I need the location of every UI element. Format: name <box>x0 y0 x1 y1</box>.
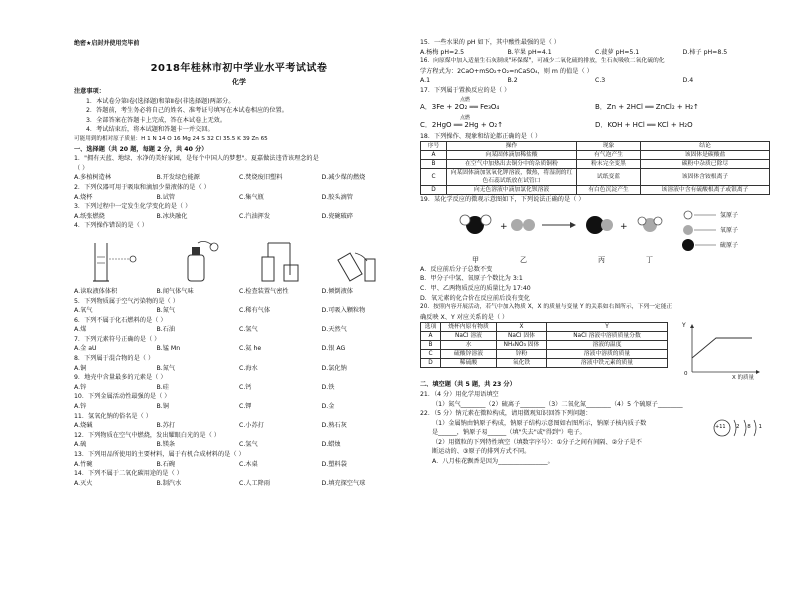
question-3: 3．下列过程中一定发生化学变化的是（ ） <box>74 203 192 211</box>
reaction-micro-diagram <box>420 205 770 255</box>
legend-hydrogen: 氢原子 <box>720 211 739 219</box>
question-3-options <box>74 212 404 222</box>
note-item: 2．答题前，考生务必将自己的姓名、准考证号填写在本试卷相应的位置。 <box>86 107 288 115</box>
option: D.瓷碗破碎 <box>321 212 353 220</box>
section-fill-heading: 二、填空题（共 5 题，共 23 分） <box>420 381 516 389</box>
table-cell: 该固体是碳酸盐 <box>641 151 770 160</box>
option: D.填充探空气球 <box>321 479 366 487</box>
option: A.杨梅 pH=2.5 <box>420 48 465 56</box>
question-20-table <box>420 322 668 368</box>
option: D.4 <box>682 77 694 85</box>
molecule-labels <box>420 255 770 265</box>
question-22: 22．（5 分）钠元素在微粒构成，请用微观知识回答下列问题： <box>420 410 592 418</box>
option: D.银 AG <box>321 345 346 353</box>
cylinder-reading-figure <box>85 237 145 285</box>
option: D.熟石灰 <box>321 422 347 430</box>
smell-gas-figure <box>168 237 228 285</box>
table-cell: 锌粉 <box>497 350 547 359</box>
table-cell: 溶液的温度 <box>547 341 668 350</box>
option: D.氯化钠 <box>321 364 347 372</box>
condition-label: 点燃 <box>460 114 471 121</box>
table-cell: 硫酸锌溶液 <box>441 350 497 359</box>
option: B.闻气体气味 <box>156 287 194 295</box>
question-9-options <box>74 383 404 393</box>
table-cell: NaCl 溶液 <box>441 332 497 341</box>
option: B.制汽水 <box>156 479 182 487</box>
atom-shell-label: 2 8 1 <box>736 424 765 431</box>
table-cell: 该溶液中含有硫酸根离子或银离子 <box>641 186 770 195</box>
exam-title: 2018年桂林市初中学业水平考试试卷 <box>150 63 328 74</box>
option: B.石油 <box>156 326 176 334</box>
table-cell: C <box>421 169 447 186</box>
option: B.试管 <box>156 193 176 201</box>
table-header: X <box>497 323 547 332</box>
table-cell: 该固体含铵根离子 <box>641 169 770 186</box>
option: B.冰块融化 <box>156 212 188 220</box>
option: B.铜 <box>156 403 169 411</box>
table-cell: D <box>421 359 441 368</box>
option: A.烧碱 <box>74 422 93 430</box>
question-1-bracket: （ ） <box>74 164 89 172</box>
question-22-part2-a: A．八月桂花飘香是因为________________。 <box>432 458 554 466</box>
option: A.硫 <box>74 441 87 449</box>
option: C.检查装置气密性 <box>239 287 289 295</box>
table-cell: 向某固体滴加氢氧化钾溶液，微热，将湿润的红色石蕊试纸放在试管口 <box>447 169 577 186</box>
question-18-table <box>420 141 770 195</box>
table-row <box>421 169 770 186</box>
option: D.蜡烛 <box>321 441 341 449</box>
question-12: 12．下列物质在空气中燃烧，发出耀眼白光的是（ ） <box>74 431 220 439</box>
table-header: Y <box>547 323 668 332</box>
option: C.小苏打 <box>239 422 264 430</box>
xy-graph <box>676 322 766 380</box>
svg-text:+: + <box>500 221 508 232</box>
table-cell: B <box>421 160 447 169</box>
question-19-option: B．甲分子中氢、氧原子个数比为 3:1 <box>420 275 523 283</box>
question-1-options <box>74 173 404 183</box>
option: C.氢气 <box>239 441 258 449</box>
option: D.可吸入颗粒物 <box>321 307 366 315</box>
option: B.氮气 <box>156 307 176 315</box>
option: C.3 <box>595 77 606 85</box>
option: A.纸张燃烧 <box>74 212 105 220</box>
option: C.海水 <box>239 364 258 372</box>
question-22-part1-cont: 是______，钠原子易______（填"失去"或"得到"）电子。 <box>432 429 586 437</box>
equation: D．KOH + HCl ══ KCl + H₂O <box>595 120 693 129</box>
question-8: 8．下列属于混合物的是（ ） <box>74 355 155 363</box>
option: D.倾倒液体 <box>321 287 353 295</box>
equation: A．3Fe + 2O₂ ══ Fe₃O₄ <box>420 102 500 111</box>
table-cell: 向无色溶液中滴加氯化钡溶液 <box>447 186 577 195</box>
question-11: 11．氢氧化钠的俗名是（ ） <box>74 412 152 420</box>
option: B.苹果 pH=4.1 <box>507 48 552 56</box>
option: D.塑料袋 <box>321 460 347 468</box>
option: A.锌 <box>74 403 87 411</box>
molecule-yi <box>511 219 535 231</box>
svg-text:+: + <box>620 221 628 232</box>
legend-oxygen: 氧原子 <box>720 226 739 234</box>
question-19-option: A．反应前后分子总数不变 <box>420 265 493 273</box>
molecule-bing <box>586 216 613 234</box>
question-9: 9．地壳中含量最多的元素是（ ） <box>74 374 167 382</box>
table-cell: D <box>421 186 447 195</box>
table-cell: A <box>421 332 441 341</box>
exam-subject: 化学 <box>232 78 246 86</box>
question-16: 16．向原煤中加入适量生石灰制成"环保煤"，可减少二氧化硫的排放，生石灰吸收二氧化硫的化 <box>420 58 665 65</box>
table-row <box>421 341 668 350</box>
graph-origin: 0 <box>684 371 688 378</box>
option: C.菠萝 pH=5.1 <box>595 48 640 56</box>
table-row <box>421 332 668 341</box>
table-row <box>421 350 668 359</box>
question-7: 7．下列元素符号正确的是（ ） <box>74 335 161 343</box>
atom-nucleus-label: +11 <box>715 424 726 431</box>
option: B.硅 <box>156 383 169 391</box>
airtight-check-figure <box>250 237 310 285</box>
equation: B．Zn + 2HCl ══ ZnCl₂ + H₂↑ <box>595 102 699 111</box>
question-19: 19．某化学反应的微观示意图如下，下列说法正确的是（ ） <box>420 196 585 204</box>
question-17-equations-row1 <box>420 101 770 114</box>
label-bing: 丙 <box>598 255 605 264</box>
option: D.减少煤的燃烧 <box>321 174 366 182</box>
option: C.氢气 <box>239 326 258 334</box>
equation: C．2HgO ══ 2Hg + O₂↑ <box>420 120 504 129</box>
option: C.木桌 <box>239 460 258 468</box>
question-2: 2．下列仪器可用于吸取和滴加少量液体的是（ ） <box>74 183 210 191</box>
option: C.人工降雨 <box>239 479 271 487</box>
table-header: 序号 <box>421 142 447 151</box>
question-13-options <box>74 460 404 470</box>
table-header: 烧杯内原有物质 <box>441 323 497 332</box>
question-22-part1: （1）金属钠由钠原子构成，钠原子结构示意图如右图所示，钠原子核内质子数 <box>432 419 647 427</box>
question-6-options <box>74 325 404 335</box>
pour-liquid-figure <box>333 237 393 285</box>
sodium-atom-structure <box>712 415 768 441</box>
question-8-options <box>74 364 404 374</box>
question-15-options <box>420 48 770 58</box>
table-cell: A <box>421 151 447 160</box>
question-5: 5．下列物质属于空气污染物的是（ ） <box>74 297 179 305</box>
confidential-mark: 绝密★启封并使用完毕前 <box>74 40 140 47</box>
left-column <box>74 38 404 600</box>
label-yi: 乙 <box>520 255 527 264</box>
table-cell: 向某固体滴加稀盐酸 <box>447 151 577 160</box>
question-20-body <box>420 322 770 380</box>
note-item: 1．本试卷分第Ⅰ卷(选择题)和第Ⅱ卷(非选择题)两部分。 <box>86 97 235 105</box>
table-cell: B <box>421 341 441 350</box>
molecule-diagram <box>420 205 770 255</box>
condition-label: 点燃 <box>460 96 471 103</box>
option: A.煤 <box>74 326 87 334</box>
table-cell: NaCl 溶液中溶质质量分数 <box>547 332 668 341</box>
question-19-option: D．氧元素的化合价在反应前后没有变化 <box>420 294 530 302</box>
option: C.汽油挥发 <box>239 212 271 220</box>
notes-title: 注意事项： <box>74 88 105 95</box>
question-12-options <box>74 440 404 450</box>
option: A.金 aU <box>74 345 97 353</box>
legend-sulfur: 硫原子 <box>720 241 739 249</box>
option: A.竹碗 <box>74 460 93 468</box>
label-jia: 甲 <box>472 255 479 264</box>
question-22-block <box>420 409 770 467</box>
question-19-option: C．甲、乙两物质反应的质量比为 17:40 <box>420 284 531 292</box>
option: A.氧气 <box>74 307 93 315</box>
option: B.开发绿色能源 <box>156 174 200 182</box>
question-18: 18．下列操作、现象和结论都正确的是（ ） <box>420 132 542 140</box>
question-20: 20．按照内容开展活动，若气中加入物质 X，X 的质量与变量 Y 的关系如右图所示，下列一定能正 <box>420 304 673 311</box>
question-11-options <box>74 421 404 431</box>
question-14: 14．下列不属于二氧化碳用途的是（ ） <box>74 470 183 478</box>
table-header: 选项 <box>421 323 441 332</box>
table-cell: 有白色沉淀产生 <box>577 186 641 195</box>
table-cell: C <box>421 350 441 359</box>
option: D.胶头滴管 <box>321 193 353 201</box>
table-row <box>421 151 770 160</box>
table-cell: NH₄NO₃ 固体 <box>497 341 547 350</box>
option: C.氦 he <box>239 345 262 353</box>
table-cell: 氧化铁 <box>497 359 547 368</box>
option: B.苏打 <box>156 422 176 430</box>
table-cell: 碳粉中杂质已除尽 <box>641 160 770 169</box>
table-header: 现象 <box>577 142 641 151</box>
question-16-options <box>420 76 770 86</box>
table-cell: 溶液中溶质的质量 <box>547 350 668 359</box>
question-13: 13．下列用品所使用的主要材料，属于有机合成材料的是（ ） <box>74 451 245 458</box>
table-cell: 水 <box>441 341 497 350</box>
question-7-options <box>74 344 404 354</box>
option: A.多植树造林 <box>74 174 112 182</box>
question-2-options <box>74 193 404 203</box>
lab-figures <box>74 233 404 285</box>
option: A.读取液体体积 <box>74 287 118 295</box>
section-choice-heading: 一、选择题（共 20 题，每题 2 分，共 40 分） <box>74 145 208 153</box>
question-14-options <box>74 479 404 489</box>
option: B.锰 Mn <box>156 345 181 353</box>
table-row <box>421 160 770 169</box>
option: A.1 <box>420 77 431 85</box>
option: A.烧杯 <box>74 193 93 201</box>
option: B.石碗 <box>156 460 176 468</box>
option: D.天然气 <box>321 326 347 334</box>
question-5-options <box>74 306 404 316</box>
note-item: 3．全部答案在答题卡上完成，答在本试卷上无效。 <box>86 116 227 124</box>
graph-x-label: X 的质量 <box>732 375 755 382</box>
table-header: 操作 <box>447 142 577 151</box>
option: C.集气瓶 <box>239 193 264 201</box>
table-cell: 稀硫酸 <box>441 359 497 368</box>
table-cell: 粉末完全变黑 <box>577 160 641 169</box>
option: B.镁条 <box>156 441 176 449</box>
question-1: 1．"拥有天蓝、地绿、水净的美好家园，是每个中国人的梦想"。夏嘉做法违背该理念的是 <box>74 155 319 163</box>
table-row <box>421 186 770 195</box>
question-17: 17．下列属于置换反应的是（ ） <box>420 86 511 94</box>
question-21-blanks: （1）氮气________（2）硫离子________（3）二氧化氮________（4）5 个硫原子________ <box>432 400 683 408</box>
question-21: 21．（4 分）用化学用语填空 <box>420 390 499 398</box>
table-cell: 试纸变蓝 <box>577 169 641 186</box>
option: A.灭火 <box>74 479 93 487</box>
option: D.柿子 pH=8.5 <box>682 48 728 56</box>
option: B.2 <box>507 77 518 85</box>
question-16-cont: 学方程式为：2CaO+mSO₂+O₂=nCaSO₄，则 m 的值是（ ） <box>420 67 593 75</box>
table-cell: 在空气中加热出去铜分中的杂质铜粉 <box>447 160 577 169</box>
table-header: 结论 <box>641 142 770 151</box>
option: C.钙 <box>239 383 252 391</box>
graph-y-label: Y <box>682 322 686 330</box>
molecule-jia <box>460 215 491 234</box>
question-22-part2-cont: 断运动的、③原子的排列方式不同。 <box>432 448 531 456</box>
question-4-options <box>74 287 404 297</box>
table-cell: NaCl 固体 <box>497 332 547 341</box>
question-15: 15．一些水果的 pH 如下，其中酸性最强的是（ ） <box>420 39 560 46</box>
table-cell: 有气泡产生 <box>577 151 641 160</box>
question-22-part2: （2）用微粒的下列特性填空（填数字序号）：①分子之间有间隔、②分子是不 <box>432 438 642 446</box>
option: C.钾 <box>239 403 252 411</box>
question-10: 10．下列金属活动性最强的是（ ） <box>74 393 171 401</box>
table-row <box>421 359 668 368</box>
xy-graph-svg <box>676 322 766 380</box>
question-4: 4．下列操作错误的是（ ） <box>74 222 148 230</box>
option: A.铜 <box>74 364 87 372</box>
option: A.锌 <box>74 383 87 391</box>
option: B.氮气 <box>156 364 176 372</box>
option: D.铁 <box>321 383 335 391</box>
question-20-cont: 确反映 X、Y 对应关系的是（ ） <box>420 313 509 321</box>
option: C.焚烧废旧塑料 <box>239 174 283 182</box>
question-17-equations-row2 <box>420 119 770 132</box>
option: C.稀有气体 <box>239 307 271 315</box>
table-cell: 溶液中铁元素的质量 <box>547 359 668 368</box>
molecule-ding <box>638 217 662 232</box>
note-item: 4．考试结束后，将本试题和答题卡一并交回。 <box>86 126 214 134</box>
question-10-options <box>74 402 404 412</box>
label-ding: 丁 <box>646 255 653 264</box>
option: D.金 <box>321 403 335 411</box>
question-6: 6．下列不属于化石燃料的是（ ） <box>74 316 167 324</box>
atomic-mass-line: 可能用到的相对原子质量：H 1 N 14 O 16 Mg 24 S 32 Cl 35.5 K 39 Zn 65 <box>74 135 268 142</box>
right-column <box>420 38 770 600</box>
